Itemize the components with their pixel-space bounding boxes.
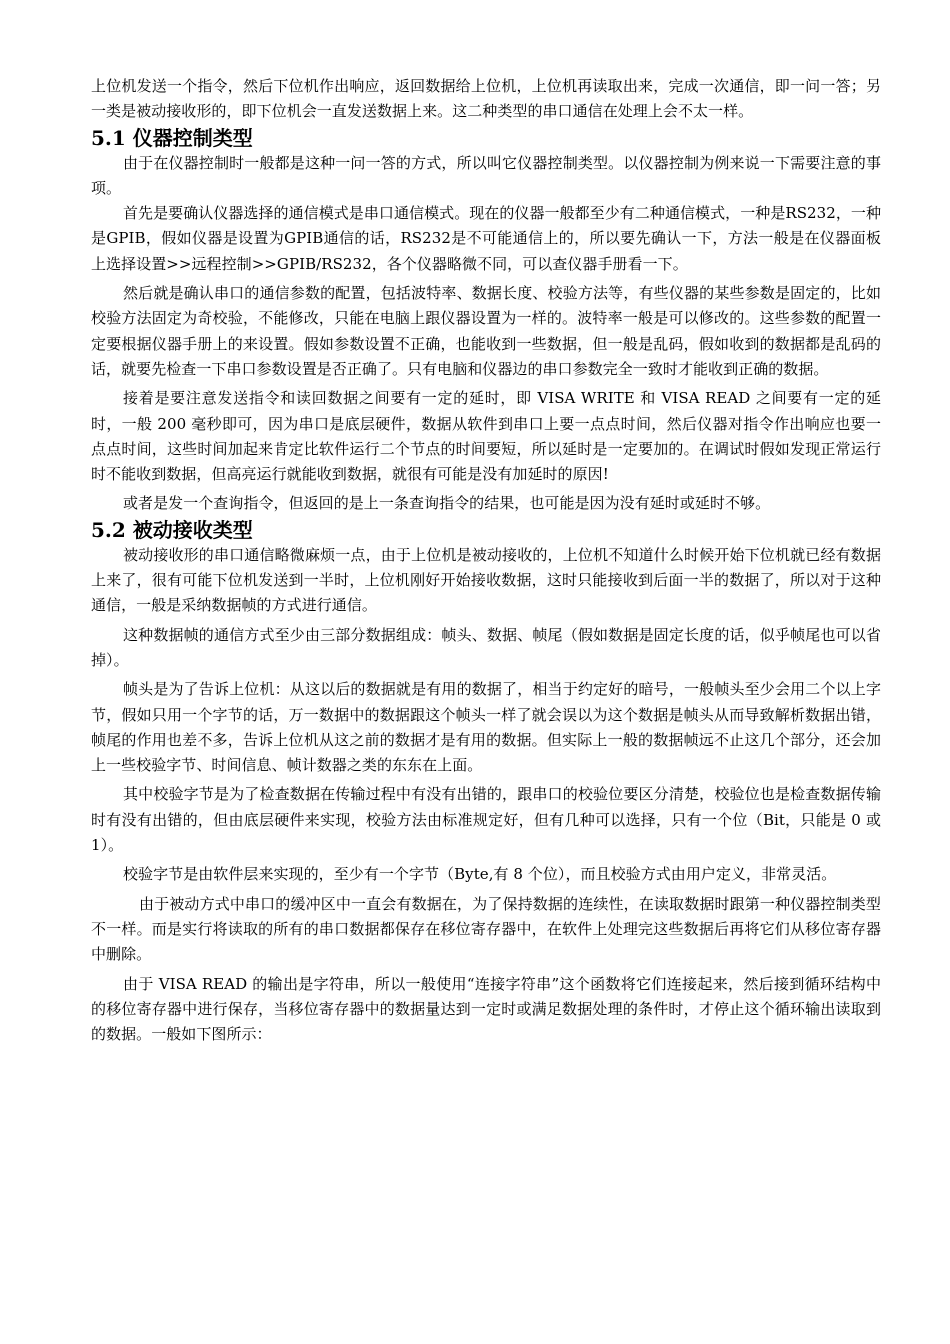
intro-paragraph: 上位机发送一个指令，然后下位机作出响应，返回数据给上位机，上位机再读取出来，完成一次通信，即一问一答；另一类是被动接收形的，即下位机会一直发送数据上来。这二种类型的串口通信在处理上会不太一样。 [91, 77, 881, 121]
body-paragraph: 帧头是为了告诉上位机：从这以后的数据就是有用的数据了，相当于约定好的暗号，一般帧头至少会用二个以上字节，假如只用一个字节的话，万一数据中的数据跟这个帧头一样了就会误以为这个数据是帧头从而导致解析数据出错，帧尾的作用也差不多，告诉上位机从这之前的数据才是有用的数据。但实际上一般的数据帧远不止这几个部分，还会加上一些校验字节、时间信息、帧计数器之类的东东在上面。 [91, 680, 881, 775]
body-paragraph: 首先是要确认仪器选择的通信模式是串口通信模式。现在的仪器一般都至少有二种通信模式，一种是RS232，一种是GPIB，假如仪器是设置为GPIB通信的话，RS232是不可能通信上的，所以要先确认一下，方法一般是在仪器面板上选择设置>>远程控制>>GPIB/RS232，各个仪器略微不同，可以查仪器手册看一下。 [91, 204, 881, 273]
body-paragraph: 被动接收形的串口通信略微麻烦一点，由于上位机是被动接收的，上位机不知道什么时候开始下位机就已经有数据上来了，很有可能下位机发送到一半时，上位机刚好开始接收数据，这时只能接收到后面一半的数据了，所以对于这种通信，一般是采纳数据帧的方式进行通信。 [91, 545, 881, 615]
body-paragraph: 由于在仪器控制时一般都是这种一问一答的方式，所以叫它仪器控制类型。以仪器控制为例来说一下需要注意的事项。 [91, 153, 881, 197]
body-paragraph: 其中校验字节是为了检查数据在传输过程中有没有出错的，跟串口的校验位要区分清楚，校验位也是检查数据传输时有没有出错的，但由底层硬件来实现，校验方法由标准规定好，但有几种可以选择，只有一个位（Bit，只能是 0 或 1）。 [91, 785, 881, 855]
body-paragraph: 校验字节是由软件层来实现的，至少有一个字节（Byte,有 8 个位），而且校验方式由用户定义，非常灵活。 [123, 865, 837, 884]
body-paragraph: 接着是要注意发送指令和读回数据之间要有一定的延时，即 VISA WRITE 和 VISA READ 之间要有一定的延时，一般 200 毫秒即可，因为串口是底层硬件，数据从软件到串口上要一点点时间，然后仪器对指令作出响应也要一点点时间，这些时间加起来肯定比软件运行二个节点的时间要短，所以延时是一定要加的。在调试时假如发现正常运行时不能收到数据，但高亮运行就能收到数据，就很有可能是没有加延时的原因! [91, 389, 881, 484]
body-paragraph: 这种数据帧的通信方式至少由三部分数据组成：帧头、数据、帧尾（假如数据是固定长度的话，似乎帧尾也可以省掉）。 [91, 625, 881, 669]
body-paragraph: 然后就是确认串口的通信参数的配置，包括波特率、数据长度、校验方法等，有些仪器的某些参数是固定的，比如校验方法固定为奇校验，不能修改，只能在电脑上跟仪器设置为一样的。波特率一般是可以修改的。这些参数的配置一定要根据仪器手册上的来设置。假如参数设置不正确，也能收到一些数据，但一般是乱码，假如收到的数据都是乱码的话，就要先检查一下串口参数设置是否正确了。只有电脑和仪器边的串口参数完全一致时才能收到正确的数据。 [91, 284, 881, 378]
body-paragraph: 由于 VISA READ 的输出是字符串，所以一般使用“连接字符串”这个函数将它们连接起来，然后接到循环结构中的移位寄存器中进行保存，当移位寄存器中的数据量达到一定时或满足数据处理的条件时，才停止这个循环输出读取到的数据。一般如下图所示： [91, 974, 881, 1044]
body-paragraph: 由于被动方式中串口的缓冲区中一直会有数据在，为了保持数据的连续性，在读取数据时跟第一种仪器控制类型不一样。而是实行将读取的所有的串口数据都保存在移位寄存器中，在软件上处理完这些数据后再将它们从移位寄存器中删除。 [91, 894, 881, 964]
body-paragraph: 或者是发一个查询指令，但返回的是上一条查询指令的结果，也可能是因为没有延时或延时不够。 [123, 494, 771, 513]
section-heading-5-1: 5.1 仪器控制类型 [91, 125, 253, 150]
section-heading-5-2: 5.2 被动接收类型 [91, 517, 253, 542]
document-page [91, 74, 881, 1047]
